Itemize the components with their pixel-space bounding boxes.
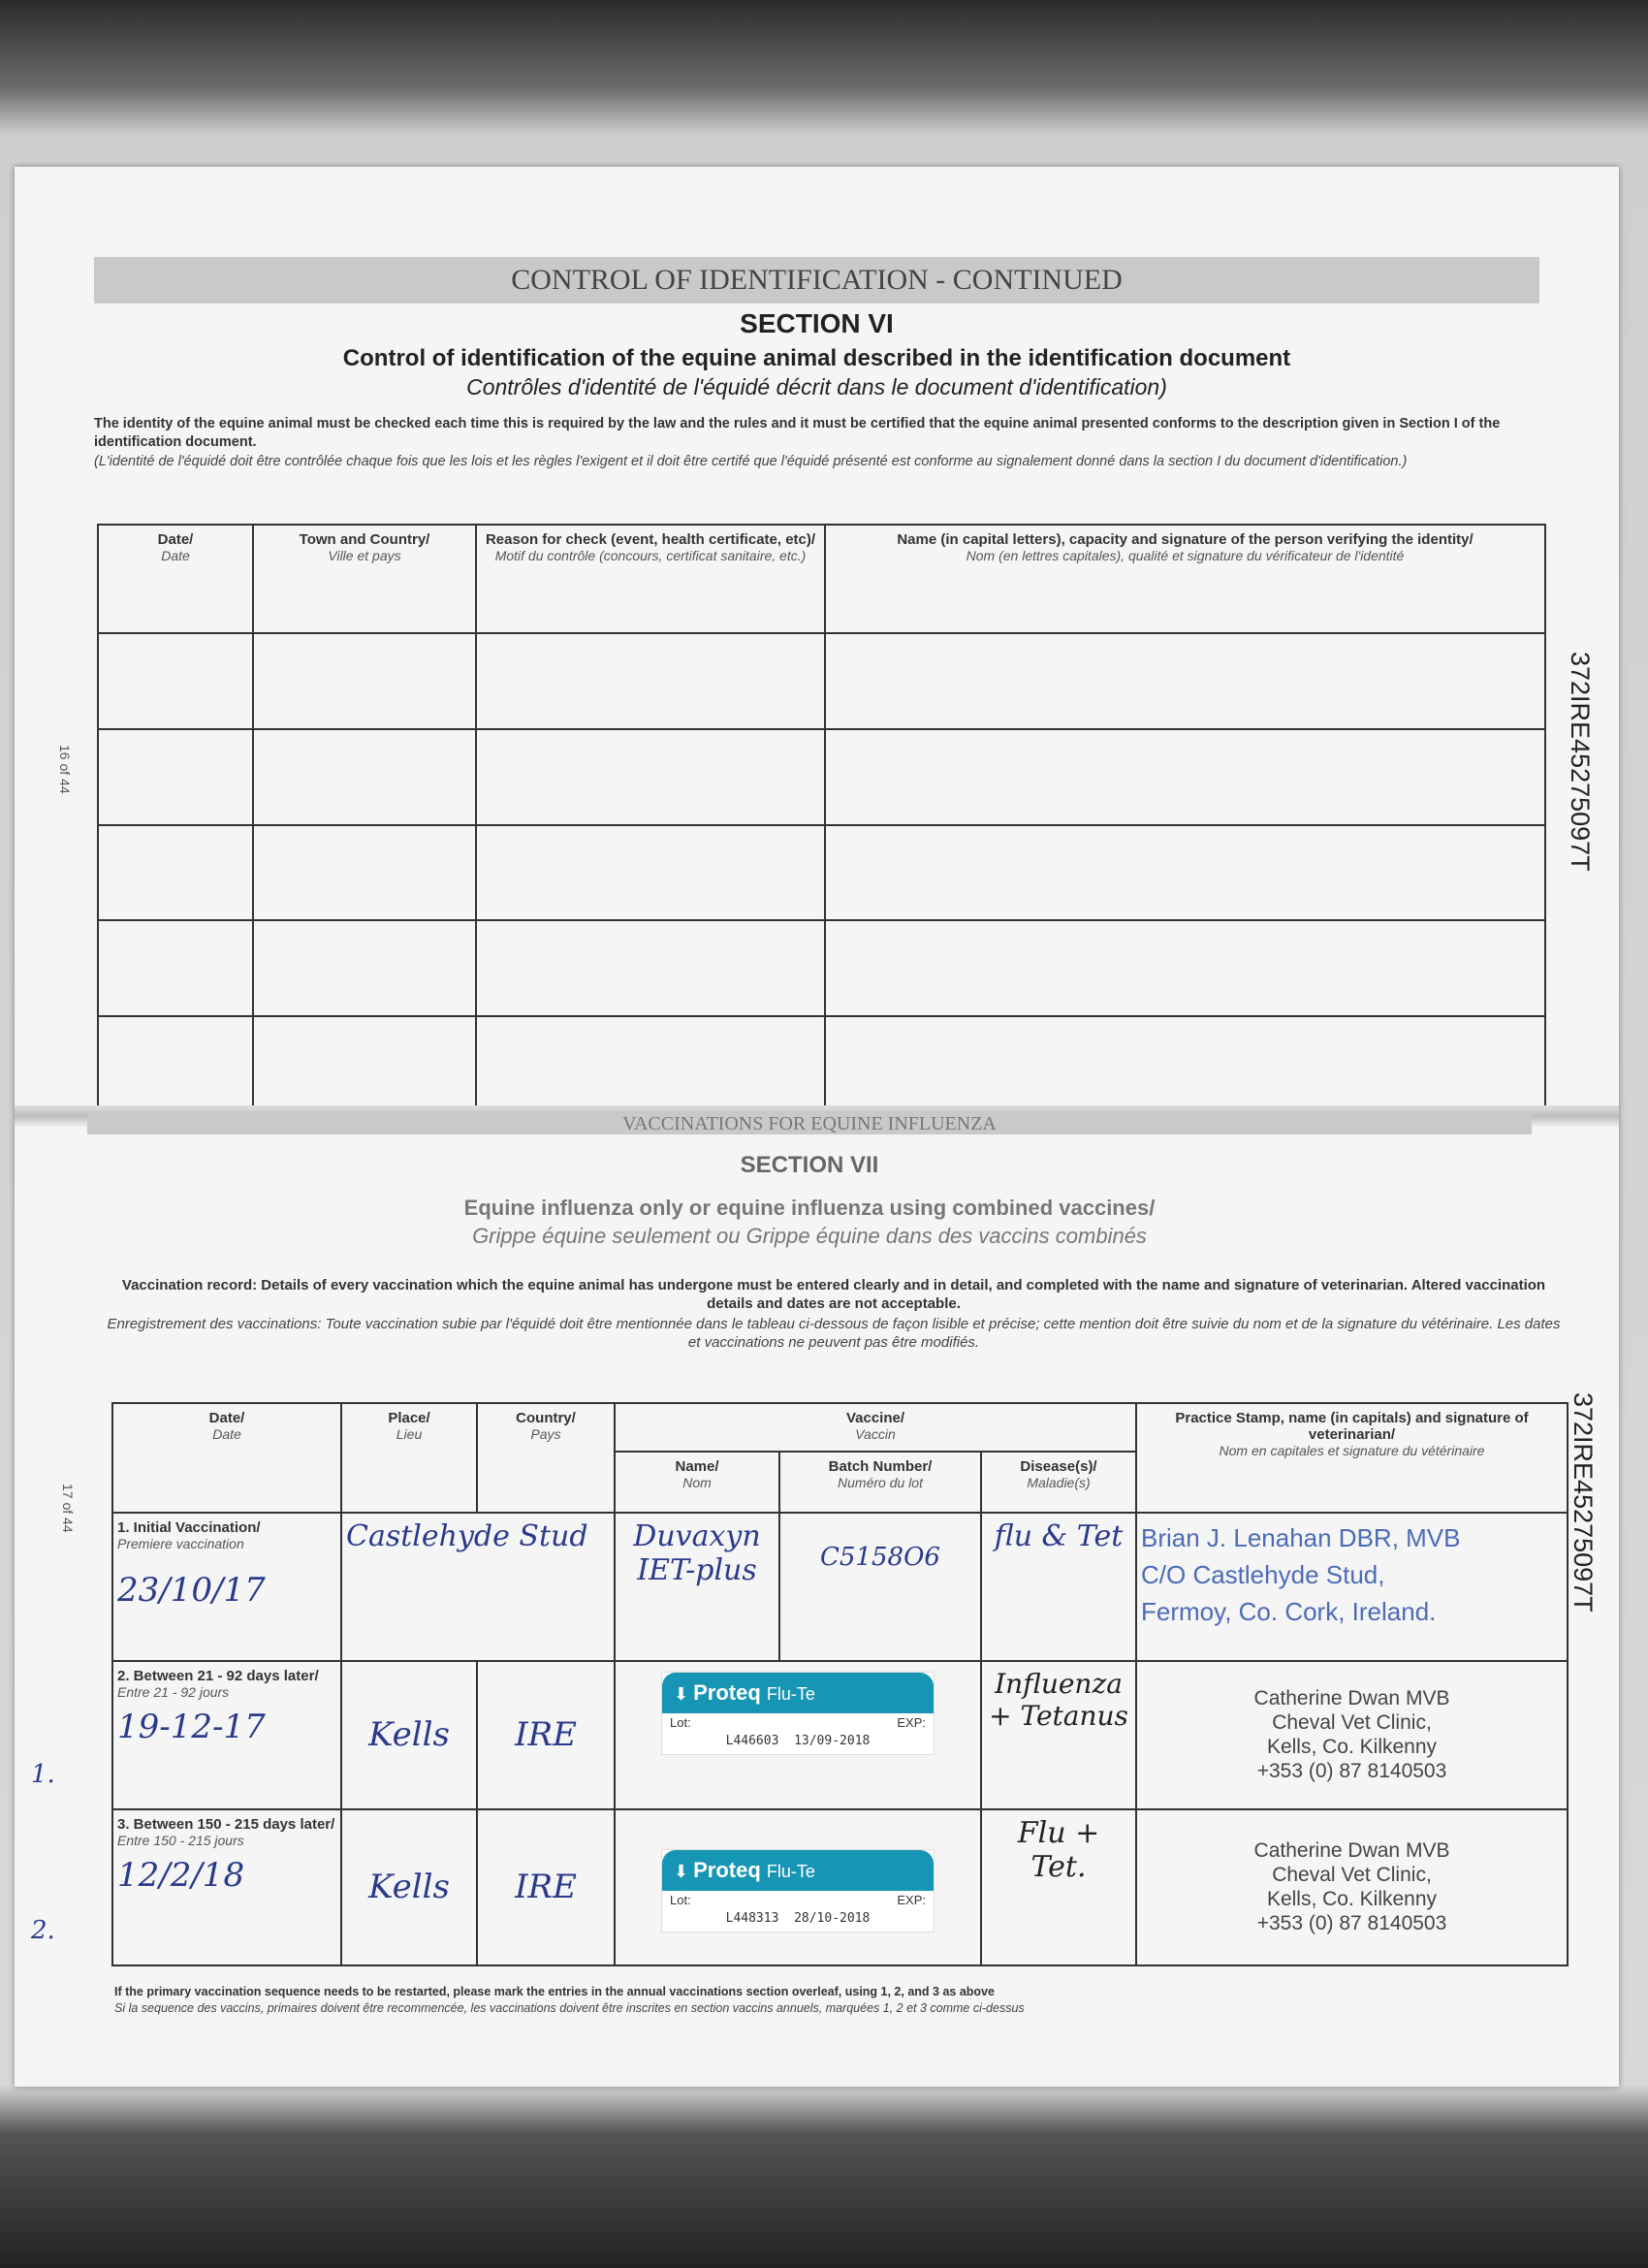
header-batch: Batch Number/	[828, 1458, 933, 1476]
header-stamp: Practice Stamp, name (in capitals) and signature of veterinarian/	[1175, 1410, 1529, 1443]
vaccine-sticker	[661, 1672, 935, 1755]
table-row	[98, 633, 1545, 729]
stamp-line: Catherine Dwan MVB	[1253, 1687, 1450, 1710]
disease-value: Flu + Tet.	[981, 1809, 1136, 1965]
stamp-line: Catherine Dwan MVB	[1253, 1839, 1450, 1863]
place-value: Kells	[341, 1661, 477, 1809]
table-row	[98, 1016, 1545, 1112]
header-batch-fr: Numéro du lot	[838, 1475, 923, 1491]
header-verifier: Name (in capital letters), capacity and signature of the person verifying the identity/	[897, 531, 1474, 548]
lot-number: L448313	[725, 1910, 779, 1926]
header-date: Date/	[157, 531, 194, 548]
section-heading: SECTION VII	[740, 1152, 879, 1178]
stamp-line: Kells, Co. Kilkenny	[1266, 1736, 1438, 1759]
vaccine-sticker-cell	[615, 1809, 981, 1965]
header-name: Name/	[675, 1458, 719, 1476]
header-vaccine-fr: Vaccin	[855, 1426, 896, 1442]
arrow-icon: ⬇	[674, 1861, 694, 1881]
vaccine-brand: Proteq	[693, 1679, 761, 1705]
batch-value: C5158O6	[779, 1513, 981, 1661]
exp-label: EXP:	[897, 1892, 926, 1907]
stamp-line: +353 (0) 87 8140503	[1256, 1912, 1447, 1935]
table-row	[98, 729, 1545, 825]
table-row	[98, 920, 1545, 1016]
country-value: IRE	[477, 1661, 615, 1809]
header-stamp-fr: Nom en capitales et signature du vétérinaire	[1219, 1443, 1485, 1458]
section-title-fr: Grippe équine seulement ou Grippe équine dans des vaccins combinés	[472, 1224, 1147, 1248]
lot-label: Lot:	[670, 1892, 691, 1907]
exp-label: EXP:	[897, 1714, 926, 1730]
lot-label: Lot:	[670, 1714, 691, 1730]
place-value: Kells	[341, 1809, 477, 1965]
vaccine-sticker	[661, 1849, 935, 1933]
vaccine-product: Flu-Te	[766, 1683, 815, 1704]
passport-id: 372IRE45275097T	[1569, 1392, 1598, 1613]
vaccine-sticker-cell	[615, 1661, 981, 1809]
vet-stamp	[1136, 1513, 1568, 1661]
header-date-fr: Date	[212, 1426, 241, 1442]
disease-value: flu & Tet	[981, 1513, 1136, 1661]
intro-text-fr: Enregistrement des vaccinations: Toute vaccination subie par l'équidé doit être mentionnée dans le tableau ci-dessous de façon lisible et précise; cette mention doit être suivie du nom et de la signature du vétérinaire. Les dates et vaccinations ne peuvent pas être modifiés.	[107, 1316, 1561, 1351]
row-label: 3. Between 150 - 215 days later/	[117, 1815, 335, 1833]
vet-stamp	[1136, 1809, 1568, 1965]
section-title: Equine influenza only or equine influenza using combined vaccines/	[463, 1196, 1156, 1220]
intro-text: The identity of the equine animal must be checked each time this is required by the law and the rules and it must be certified that the equine animal presented conforms to the description given in Section I of the identification document.	[94, 416, 1501, 450]
vaccine-product: Flu-Te	[766, 1861, 815, 1881]
header-verifier-fr: Nom (en lettres capitales), qualité et signature du vérificateur de l'identité	[966, 548, 1405, 563]
place-value: Castlehyde Stud	[341, 1513, 615, 1661]
section-band: VACCINATIONS FOR EQUINE INFLUENZA	[87, 1113, 1532, 1134]
row-label-fr: Entre 21 - 92 jours	[117, 1683, 230, 1700]
vaccine-brand: Proteq	[693, 1857, 761, 1882]
header-country: Country/	[516, 1410, 576, 1426]
header-town-fr: Ville et pays	[328, 548, 401, 563]
table-row	[112, 1513, 1568, 1661]
stamp-line: Brian J. Lenahan DBR, MVB	[1141, 1522, 1461, 1552]
page-number: 16 of 44	[57, 745, 73, 794]
expiry-date: 13/09-2018	[794, 1733, 871, 1748]
header-place-fr: Lieu	[396, 1426, 423, 1442]
section-title: Control of identification of the equine animal described in the identification document	[342, 345, 1291, 371]
stamp-line: Cheval Vet Clinic,	[1272, 1864, 1432, 1887]
section-title-fr: Contrôles d'identité de l'équidé décrit dans le document d'identification)	[466, 374, 1167, 399]
stamp-line: Fermoy, Co. Cork, Ireland.	[1141, 1596, 1437, 1626]
sequence-mark: 1.	[31, 1759, 55, 1789]
date-value: 12/2/18	[117, 1855, 245, 1895]
stamp-line: Kells, Co. Kilkenny	[1266, 1888, 1438, 1911]
table-header	[98, 525, 1545, 633]
header-reason: Reason for check (event, health certificate, etc)/	[485, 531, 816, 548]
vet-stamp	[1136, 1661, 1568, 1809]
sequence-mark: 2.	[31, 1916, 55, 1945]
header-name-fr: Nom	[682, 1475, 712, 1491]
table-row	[112, 1809, 1568, 1965]
date-value: 19-12-17	[117, 1707, 266, 1746]
row-label-fr: Premiere vaccination	[117, 1535, 244, 1551]
disease-value: Influenza + Tetanus	[981, 1661, 1136, 1809]
intro-text-fr: (L'identité de l'équidé doit être contrôlée chaque fois que les lois et les règles l'exigent et il doit être certifé que l'équidé présenté est conforme au signalement donné dans la section I du document d'identification.)	[94, 454, 1408, 469]
header-reason-fr: Motif du contrôle (concours, certificat sanitaire, etc.)	[494, 548, 807, 563]
header-date: Date/	[208, 1410, 245, 1426]
vaccine-name-value: Duvaxyn IET-plus	[615, 1513, 779, 1661]
row-label: 1. Initial Vaccination/	[117, 1518, 261, 1536]
expiry-date: 28/10-2018	[794, 1910, 871, 1926]
passport-id: 372IRE45275097T	[1566, 652, 1595, 872]
header-place: Place/	[388, 1410, 430, 1426]
header-vaccine: Vaccine/	[845, 1410, 905, 1426]
stamp-line: Cheval Vet Clinic,	[1272, 1711, 1432, 1735]
stamp-line: C/O Castlehyde Stud,	[1141, 1559, 1385, 1589]
section-band: CONTROL OF IDENTIFICATION - CONTINUED	[94, 257, 1539, 303]
section-heading: SECTION VI	[740, 308, 894, 338]
stamp-line: +353 (0) 87 8140503	[1256, 1760, 1447, 1783]
identity-check-table	[97, 524, 1546, 1113]
footer-note: If the primary vaccination sequence needs to be restarted, please mark the entries in the annual vaccinations section overleaf, using 1, 2, and 3 as above	[114, 1985, 995, 1998]
header-country-fr: Pays	[530, 1426, 561, 1442]
header-town: Town and Country/	[299, 531, 430, 548]
date-value: 23/10/17	[117, 1570, 266, 1610]
header-disease-fr: Maladie(s)	[1027, 1475, 1091, 1491]
lot-number: L446603	[725, 1733, 779, 1748]
footer-note-fr: Si la sequence des vaccins, primaires doivent être recommencée, les vaccinations doivent être inscrites en section vaccins annuels, marquées 1, 2 et 3 comme ci-dessus	[114, 2001, 1025, 2015]
arrow-icon: ⬇	[674, 1683, 694, 1704]
row-label: 2. Between 21 - 92 days later/	[117, 1667, 319, 1684]
page-number: 17 of 44	[60, 1484, 76, 1533]
header-date-fr: Date	[161, 548, 190, 563]
country-value: IRE	[477, 1809, 615, 1965]
table-row	[112, 1661, 1568, 1809]
intro-text: Vaccination record: Details of every vaccination which the equine animal has undergone must be entered clearly and in detail, and completed with the name and signature of veterinarian. Altered vaccination details and dates are not acceptable.	[121, 1277, 1546, 1312]
header-disease: Disease(s)/	[1020, 1458, 1097, 1476]
table-header	[112, 1403, 1568, 1452]
row-label-fr: Entre 150 - 215 jours	[117, 1832, 244, 1848]
table-row	[98, 825, 1545, 921]
